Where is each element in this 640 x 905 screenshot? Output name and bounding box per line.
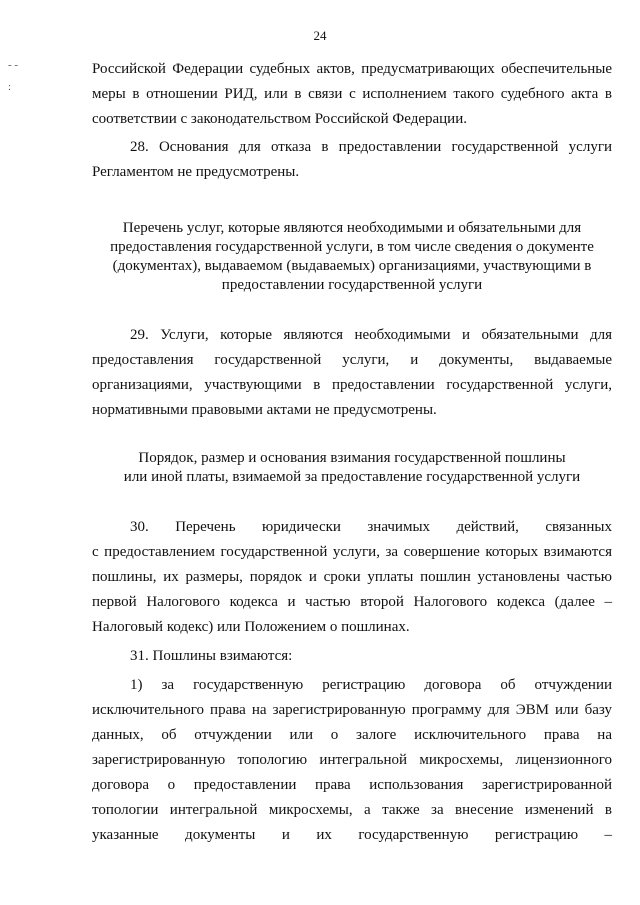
text-line: указанные документы и их государственную регистрацию – — [92, 827, 612, 843]
text-line: Регламентом не предусмотрены. — [92, 164, 300, 180]
text-line: Российской Федерации судебных актов, предусматривающих обеспечительные — [92, 61, 612, 77]
text-line: договора о предоставлении права использования зарегистрированной — [92, 777, 612, 793]
paragraph-28 — [92, 135, 612, 185]
text-line: топологии интегральной микросхемы, а также за внесение изменений в — [92, 802, 612, 818]
paragraph-30 — [92, 515, 612, 640]
document-body — [92, 57, 612, 848]
heading-line: или иной платы, взимаемой за предоставление государственной услуги — [123, 469, 581, 485]
text-line: первой Налогового кодекса и частью второй Налогового кодекса (далее – — [92, 594, 612, 610]
heading-line: предоставления государственной услуги, в том числе сведения о документе — [110, 239, 594, 255]
margin-marks — [8, 54, 18, 98]
text-line: соответствии с законодательством Российской Федерации. — [92, 111, 467, 127]
text-line: Налоговый кодекс) или Положением о пошлинах. — [92, 619, 410, 635]
text-line: 1) за государственную регистрацию договора об отчуждении — [130, 677, 612, 693]
text-line: меры в отношении РИД, или в связи с исполнением такого судебного акта в — [92, 86, 612, 102]
heading-line: предоставлении государственной услуги — [221, 277, 483, 293]
text-line: нормативными правовыми актами не предусмотрены. — [92, 402, 437, 418]
heading-line: Порядок, размер и основания взимания государственной пошлины — [138, 450, 566, 466]
text-line: данных, об отчуждении или о залоге исключительного права на — [92, 727, 612, 743]
text-line: 28. Основания для отказа в предоставлении государственной услуги — [130, 139, 612, 155]
text-line: зарегистрированную топологию интегральной микросхемы, лицензионного — [92, 752, 612, 768]
text-line: 30. Перечень юридически значимых действий, связанных — [130, 519, 612, 535]
page-number: 24 — [313, 28, 327, 43]
margin-mark: : — [8, 81, 12, 93]
paragraph-29 — [92, 323, 612, 423]
section-heading-services — [92, 219, 612, 295]
margin-mark: - - — [8, 59, 19, 71]
text-line: исключительного права на зарегистрированную программу для ЭВМ или базу — [92, 702, 612, 718]
paragraph-31 — [92, 644, 612, 669]
paragraph-continuation — [92, 57, 612, 132]
text-line: предоставления государственной услуги, и документы, выдаваемые — [92, 352, 612, 368]
text-line: пошлины, их размеры, порядок и сроки уплаты пошлин установлены частью — [92, 569, 612, 585]
heading-line: Перечень услуг, которые являются необходимыми и обязательными для — [122, 220, 582, 236]
heading-line: (документах), выдаваемом (выдаваемых) организациями, участвующими в — [112, 258, 592, 274]
paragraph-31-1 — [92, 673, 612, 848]
text-line: организациями, участвующими в предоставлении государственной услуги, — [92, 377, 612, 393]
text-line: 29. Услуги, которые являются необходимыми и обязательными для — [130, 327, 612, 343]
section-heading-fees — [92, 449, 612, 487]
text-line: с предоставлением государственной услуги, за совершение которых взимаются — [92, 544, 612, 560]
text-line: 31. Пошлины взимаются: — [130, 648, 293, 664]
